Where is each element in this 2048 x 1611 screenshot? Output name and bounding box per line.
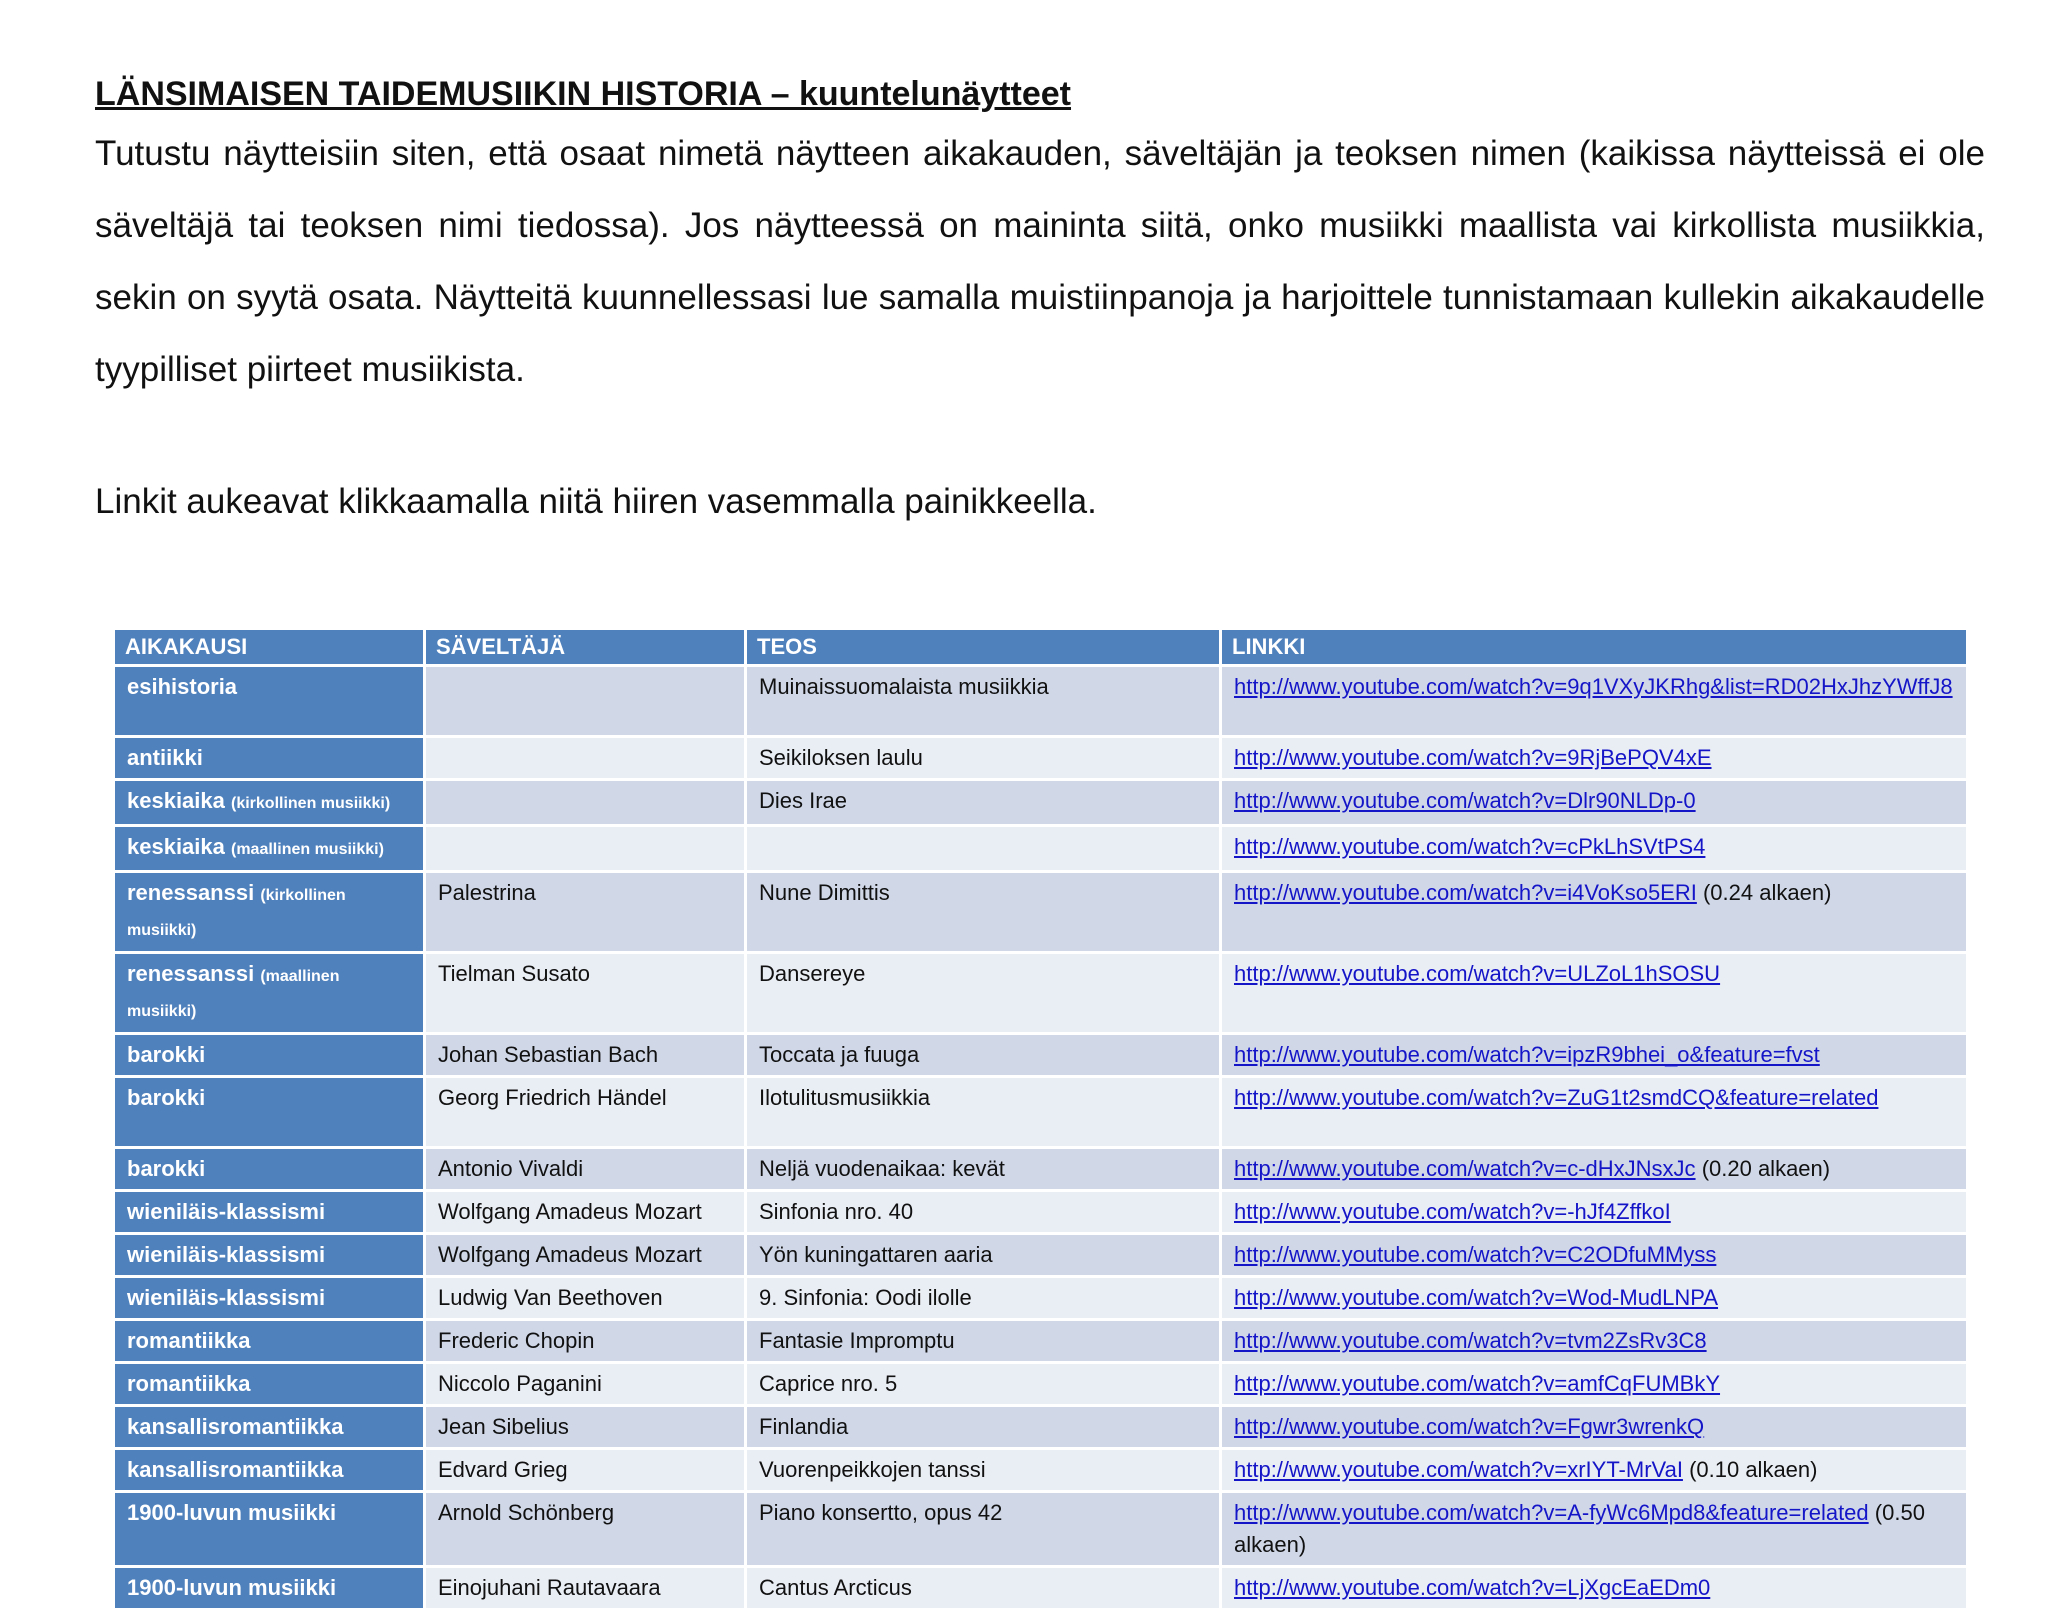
period-name: renessanssi bbox=[127, 880, 255, 905]
period-name: kansallisromantiikka bbox=[127, 1414, 344, 1439]
composer-cell bbox=[426, 827, 744, 870]
youtube-link[interactable]: http://www.youtube.com/watch?v=9q1VXyJKRhg&list=RD02HxJhzYWffJ8 bbox=[1234, 674, 1953, 699]
composer-cell: Antonio Vivaldi bbox=[426, 1149, 744, 1189]
youtube-link[interactable]: http://www.youtube.com/watch?v=tvm2ZsRv3C8 bbox=[1234, 1328, 1707, 1353]
link-cell bbox=[1222, 1278, 1966, 1318]
youtube-link[interactable]: http://www.youtube.com/watch?v=cPkLhSVtPS4 bbox=[1234, 834, 1706, 859]
work-cell: Nune Dimittis bbox=[747, 873, 1219, 951]
period-name: 1900-luvun musiikki bbox=[127, 1575, 337, 1600]
period-cell bbox=[115, 1364, 423, 1404]
start-time-note: (0.50 alkaen) bbox=[1234, 1500, 1925, 1557]
table-row bbox=[115, 954, 1966, 1032]
table-row bbox=[115, 1407, 1966, 1447]
document-page bbox=[95, 70, 1990, 526]
link-cell bbox=[1222, 827, 1966, 870]
composer-cell: Ludwig Van Beethoven bbox=[426, 1278, 744, 1318]
period-name: barokki bbox=[127, 1085, 206, 1110]
link-cell bbox=[1222, 1568, 1966, 1608]
composer-cell: Frederic Chopin bbox=[426, 1321, 744, 1361]
composer-cell: Georg Friedrich Händel bbox=[426, 1078, 744, 1146]
link-cell bbox=[1222, 1321, 1966, 1361]
period-name: wieniläis-klassismi bbox=[127, 1242, 326, 1267]
period-note: (maallinen musiikki) bbox=[231, 841, 384, 858]
work-cell: Vuorenpeikkojen tanssi bbox=[747, 1450, 1219, 1490]
work-cell: Fantasie Impromptu bbox=[747, 1321, 1219, 1361]
composer-cell: Einojuhani Rautavaara bbox=[426, 1568, 744, 1608]
table-row bbox=[115, 1450, 1966, 1490]
period-name: romantiikka bbox=[127, 1328, 251, 1353]
link-cell bbox=[1222, 1364, 1966, 1404]
period-name: esihistoria bbox=[127, 674, 238, 699]
youtube-link[interactable]: http://www.youtube.com/watch?v=amfCqFUMBkY bbox=[1234, 1371, 1721, 1396]
period-cell bbox=[115, 873, 423, 951]
link-cell bbox=[1222, 1149, 1966, 1189]
link-cell bbox=[1222, 1407, 1966, 1447]
period-cell bbox=[115, 667, 423, 735]
table-row bbox=[115, 1078, 1966, 1146]
header-composer: SÄVELTÄJÄ bbox=[426, 630, 744, 664]
table-row bbox=[115, 873, 1966, 951]
period-cell bbox=[115, 1192, 423, 1232]
link-cell bbox=[1222, 1035, 1966, 1075]
header-period: AIKAKAUSI bbox=[115, 630, 423, 664]
period-name: 1900-luvun musiikki bbox=[127, 1500, 337, 1525]
period-name: barokki bbox=[127, 1042, 206, 1067]
period-cell bbox=[115, 1493, 423, 1565]
period-cell bbox=[115, 1321, 423, 1361]
table-row bbox=[115, 1321, 1966, 1361]
youtube-link[interactable]: http://www.youtube.com/watch?v=-hJf4ZffkoI bbox=[1234, 1199, 1671, 1224]
work-cell: Ilotulitusmusiikkia bbox=[747, 1078, 1219, 1146]
table-body bbox=[115, 667, 1966, 1608]
youtube-link[interactable]: http://www.youtube.com/watch?v=Wod-MudLNPA bbox=[1234, 1285, 1719, 1310]
work-cell: Finlandia bbox=[747, 1407, 1219, 1447]
header-work: TEOS bbox=[747, 630, 1219, 664]
link-cell bbox=[1222, 781, 1966, 824]
table-row bbox=[115, 781, 1966, 824]
link-cell bbox=[1222, 1235, 1966, 1275]
table-row bbox=[115, 1149, 1966, 1189]
youtube-link[interactable]: http://www.youtube.com/watch?v=LjXgcEaEDm0 bbox=[1234, 1575, 1711, 1600]
period-name: wieniläis-klassismi bbox=[127, 1285, 326, 1310]
composer-cell: Edvard Grieg bbox=[426, 1450, 744, 1490]
listening-samples-table bbox=[112, 627, 1969, 1611]
period-name: romantiikka bbox=[127, 1371, 251, 1396]
table-row bbox=[115, 1568, 1966, 1608]
work-cell: Neljä vuodenaikaa: kevät bbox=[747, 1149, 1219, 1189]
period-name: renessanssi bbox=[127, 961, 255, 986]
youtube-link[interactable]: http://www.youtube.com/watch?v=A-fyWc6Mpd8&feature=related bbox=[1234, 1500, 1869, 1525]
composer-cell bbox=[426, 781, 744, 824]
youtube-link[interactable]: http://www.youtube.com/watch?v=ULZoL1hSOSU bbox=[1234, 961, 1721, 986]
period-note: (kirkollinen musiikki) bbox=[231, 795, 391, 812]
period-cell bbox=[115, 1278, 423, 1318]
work-cell bbox=[747, 827, 1219, 870]
start-time-note: (0.24 alkaen) bbox=[1702, 880, 1832, 905]
table-row bbox=[115, 1192, 1966, 1232]
composer-cell bbox=[426, 738, 744, 778]
period-cell bbox=[115, 1035, 423, 1075]
composer-cell: Wolfgang Amadeus Mozart bbox=[426, 1192, 744, 1232]
table-header-row bbox=[115, 630, 1966, 664]
period-cell bbox=[115, 1568, 423, 1608]
period-cell bbox=[115, 1149, 423, 1189]
work-cell: Seikiloksen laulu bbox=[747, 738, 1219, 778]
work-cell: Dies Irae bbox=[747, 781, 1219, 824]
composer-cell: Arnold Schönberg bbox=[426, 1493, 744, 1565]
table-row bbox=[115, 1493, 1966, 1565]
link-cell bbox=[1222, 1078, 1966, 1146]
period-name: kansallisromantiikka bbox=[127, 1457, 344, 1482]
period-name: keskiaika bbox=[127, 788, 225, 813]
youtube-link[interactable]: http://www.youtube.com/watch?v=C2ODfuMMyss bbox=[1234, 1242, 1717, 1267]
youtube-link[interactable]: http://www.youtube.com/watch?v=i4VoKso5ERI bbox=[1234, 880, 1697, 905]
youtube-link[interactable]: http://www.youtube.com/watch?v=ipzR9bhei_o&feature=fvst bbox=[1234, 1042, 1820, 1067]
period-cell bbox=[115, 1407, 423, 1447]
intro-paragraph: Tutustu näytteisiin siten, että osaat nimetä näytteen aikakauden, säveltäjän ja teoksen nimen (kaikissa näytteissä ei ole säveltäjä tai teoksen nimi tiedossa). Jos näytteessä on maininta siitä, onko musiikki maallista vai kirkollista musiikkia, sekin on syytä osata. Näytteitä kuunnellessasi lue samalla muistiinpanoja ja harjoittele tunnistamaan kullekin aikakaudelle tyypilliset piirteet musiikista. bbox=[95, 134, 1985, 389]
period-cell bbox=[115, 1078, 423, 1146]
link-cell bbox=[1222, 1192, 1966, 1232]
composer-cell: Jean Sibelius bbox=[426, 1407, 744, 1447]
period-name: barokki bbox=[127, 1156, 206, 1181]
table-row bbox=[115, 827, 1966, 870]
youtube-link[interactable]: http://www.youtube.com/watch?v=Dlr90NLDp-0 bbox=[1234, 788, 1696, 813]
period-cell bbox=[115, 827, 423, 870]
work-cell: Caprice nro. 5 bbox=[747, 1364, 1219, 1404]
work-cell: Piano konsertto, opus 42 bbox=[747, 1493, 1219, 1565]
link-cell bbox=[1222, 954, 1966, 1032]
link-cell bbox=[1222, 738, 1966, 778]
table-row bbox=[115, 1035, 1966, 1075]
period-cell bbox=[115, 1235, 423, 1275]
header-link: LINKKI bbox=[1222, 630, 1966, 664]
period-name: wieniläis-klassismi bbox=[127, 1199, 326, 1224]
youtube-link[interactable]: http://www.youtube.com/watch?v=ZuG1t2smdCQ&feature=related bbox=[1234, 1085, 1879, 1110]
period-cell bbox=[115, 1450, 423, 1490]
youtube-link[interactable]: http://www.youtube.com/watch?v=9RjBePQV4xE bbox=[1234, 745, 1712, 770]
link-cell bbox=[1222, 873, 1966, 951]
work-cell: Muinaissuomalaista musiikkia bbox=[747, 667, 1219, 735]
composer-cell: Wolfgang Amadeus Mozart bbox=[426, 1235, 744, 1275]
work-cell: Toccata ja fuuga bbox=[747, 1035, 1219, 1075]
composer-cell bbox=[426, 667, 744, 735]
youtube-link[interactable]: http://www.youtube.com/watch?v=Fgwr3wrenkQ bbox=[1234, 1414, 1705, 1439]
work-cell: Cantus Arcticus bbox=[747, 1568, 1219, 1608]
period-name: keskiaika bbox=[127, 834, 225, 859]
link-cell bbox=[1222, 1493, 1966, 1565]
period-cell bbox=[115, 954, 423, 1032]
link-cell bbox=[1222, 667, 1966, 735]
composer-cell: Johan Sebastian Bach bbox=[426, 1035, 744, 1075]
table-row bbox=[115, 667, 1966, 735]
document-title: LÄNSIMAISEN TAIDEMUSIIKIN HISTORIA – kuuntelunäytteet bbox=[95, 75, 1072, 113]
composer-cell: Tielman Susato bbox=[426, 954, 744, 1032]
work-cell: Yön kuningattaren aaria bbox=[747, 1235, 1219, 1275]
youtube-link[interactable]: http://www.youtube.com/watch?v=c-dHxJNsxJc bbox=[1234, 1156, 1696, 1181]
link-cell bbox=[1222, 1450, 1966, 1490]
links-note: Linkit aukeavat klikkaamalla niitä hiiren vasemmalla painikkeella. bbox=[95, 482, 1097, 521]
period-name: antiikki bbox=[127, 745, 203, 770]
work-cell: Dansereye bbox=[747, 954, 1219, 1032]
youtube-link[interactable]: http://www.youtube.com/watch?v=xrIYT-MrVaI bbox=[1234, 1457, 1683, 1482]
work-cell: Sinfonia nro. 40 bbox=[747, 1192, 1219, 1232]
table-row bbox=[115, 1278, 1966, 1318]
composer-cell: Niccolo Paganini bbox=[426, 1364, 744, 1404]
period-cell bbox=[115, 738, 423, 778]
work-cell: 9. Sinfonia: Oodi ilolle bbox=[747, 1278, 1219, 1318]
start-time-note: (0.10 alkaen) bbox=[1689, 1457, 1818, 1482]
period-cell bbox=[115, 781, 423, 824]
start-time-note: (0.20 alkaen) bbox=[1701, 1156, 1831, 1181]
period-note: (kirkollinen musiikki) bbox=[127, 887, 346, 939]
table-row bbox=[115, 738, 1966, 778]
composer-cell: Palestrina bbox=[426, 873, 744, 951]
table-row bbox=[115, 1364, 1966, 1404]
table-row bbox=[115, 1235, 1966, 1275]
period-note: (maallinen musiikki) bbox=[127, 968, 340, 1020]
